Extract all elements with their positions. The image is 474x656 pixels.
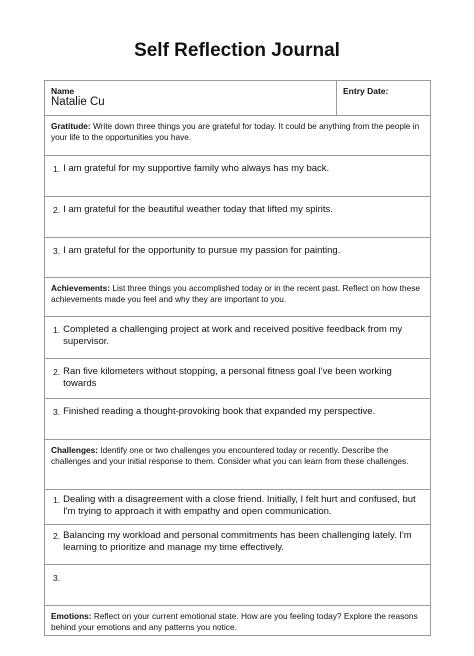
- journal-table: [44, 80, 431, 636]
- item-text: Balancing my workload and personal commitments has been challenging lately. I'm learning to prioritize and manage my time effectively.: [63, 530, 412, 553]
- name-value: Natalie Cu: [51, 96, 105, 108]
- entry-date-cell[interactable]: [337, 81, 430, 115]
- item-number: 3.: [53, 573, 61, 583]
- emotions-prompt-text: Reflect on your current emotional state. How are you feeling today? Explore the reasons behind your emotions and any patterns you notice.: [51, 611, 418, 632]
- challenges-prompt-text: Identify one or two challenges you encountered today or recently. Describe the challenges and your initial response to them. Consider what you can learn from these challenges.: [51, 445, 409, 466]
- gratitude-item-3[interactable]: [45, 238, 431, 278]
- challenges-item-2[interactable]: [45, 525, 431, 565]
- gratitude-prompt-text: Write down three things you are grateful for today. It could be anything from the people in your life to the opportunities you have.: [51, 121, 420, 142]
- item-text: Dealing with a disagreement with a close friend. Initially, I felt hurt and confused, but I'm trying to approach it with empathy and open communication.: [63, 494, 416, 517]
- gratitude-prompt: [45, 116, 430, 155]
- item-text: Finished reading a thought-provoking book that expanded my perspective.: [63, 406, 376, 417]
- item-number: 1.: [53, 495, 61, 505]
- achievements-prompt-text: List three things you accomplished today or in the recent past. Reflect on how these achievements made you feel and why they are important to you.: [51, 283, 420, 304]
- item-text: I am grateful for the beautiful weather today that lifted my spirits.: [63, 204, 333, 215]
- item-number: 2.: [53, 367, 61, 377]
- item-text: Completed a challenging project at work and received positive feedback from my supervisor.: [63, 324, 403, 347]
- item-number: 2.: [53, 531, 61, 541]
- emotions-section-header: [45, 606, 431, 636]
- item-text: I am grateful for my supportive family who always has my back.: [63, 163, 330, 174]
- challenges-label: Challenges:: [51, 445, 99, 455]
- achievements-label: Achievements:: [51, 283, 111, 293]
- emotions-label: Emotions:: [51, 611, 92, 621]
- gratitude-label: Gratitude:: [51, 121, 91, 131]
- item-text: I am grateful for the opportunity to pursue my passion for painting.: [63, 245, 341, 256]
- item-number: 1.: [53, 325, 61, 335]
- item-number: 2.: [53, 205, 61, 215]
- item-text: Ran five kilometers without stopping, a personal fitness goal I've been working towards: [63, 366, 392, 389]
- gratitude-section-header: [45, 116, 431, 156]
- gratitude-item-1[interactable]: [45, 156, 431, 197]
- item-number: 1.: [53, 164, 61, 174]
- challenges-item-3[interactable]: [45, 565, 431, 606]
- item-number: 3.: [53, 246, 61, 256]
- challenges-prompt: [45, 440, 430, 489]
- emotions-prompt: [45, 606, 430, 635]
- name-label: Name: [51, 86, 75, 96]
- challenges-item-1[interactable]: [45, 490, 431, 525]
- page-title: Self Reflection Journal: [134, 40, 340, 61]
- achievements-item-2[interactable]: [45, 359, 431, 399]
- achievements-section-header: [45, 278, 431, 317]
- achievements-item-1[interactable]: [45, 317, 431, 359]
- header-row: [45, 81, 431, 116]
- achievements-item-3[interactable]: [45, 399, 431, 440]
- achievements-prompt: [45, 278, 430, 316]
- gratitude-item-2[interactable]: [45, 197, 431, 238]
- entry-date-label: Entry Date:: [343, 86, 389, 96]
- item-number: 3.: [53, 407, 61, 417]
- name-cell[interactable]: [45, 81, 337, 115]
- challenges-section-header: [45, 440, 431, 490]
